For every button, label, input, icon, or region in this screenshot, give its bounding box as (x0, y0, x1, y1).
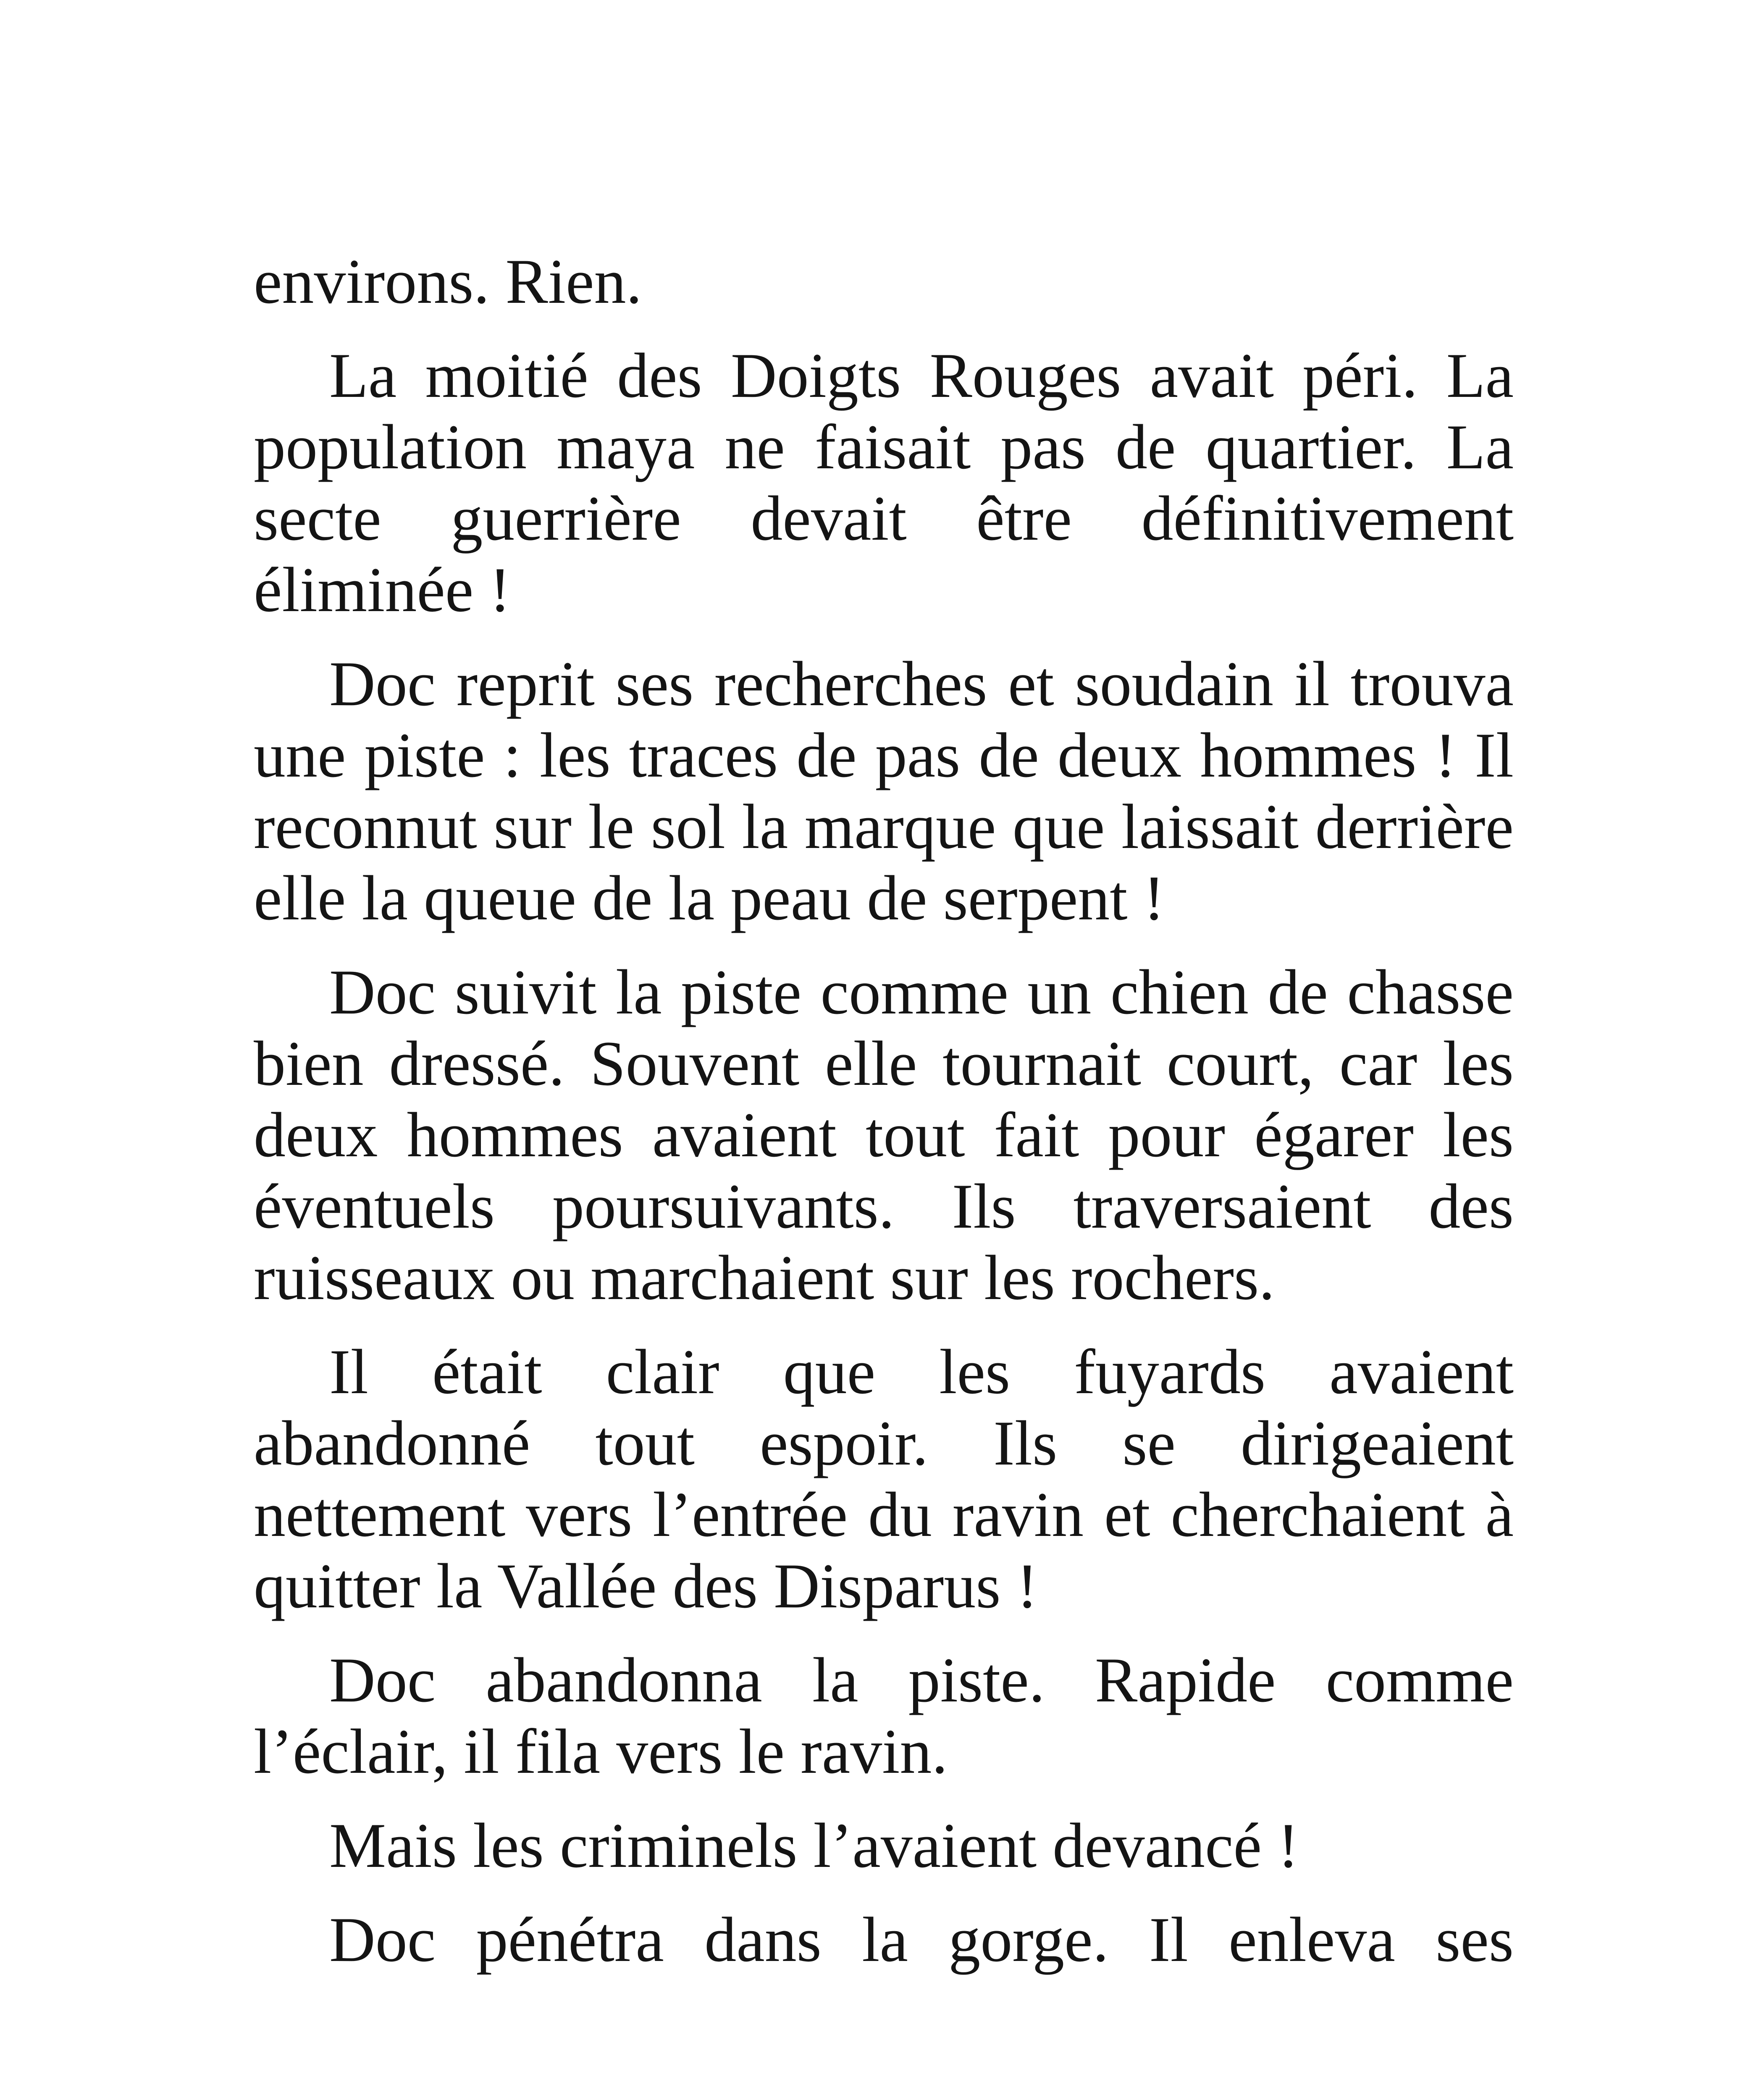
body-text (254, 246, 1514, 1998)
paragraph-last: Doc pénétra dans la gorge. Il enleva ses (329, 1904, 1514, 1975)
paragraph: La moitié des Doigts Rouges avait péri. La population maya ne faisait pas de quartier. La secte guerrière devait être définitivement éliminée ! (254, 340, 1514, 625)
paragraph-continuation: environs. Rien. (254, 246, 642, 317)
paragraph: Doc reprit ses recherches et soudain il trouva une piste : les traces de pas de deux hommes ! Il reconnut sur le sol la marque que laissait derrière elle la queue de la peau de serpent ! (254, 648, 1514, 933)
paragraph: Mais les criminels l’avaient devancé ! (329, 1810, 1299, 1881)
paragraph: Doc suivit la piste comme un chien de chasse bien dressé. Souvent elle tournait court, car les deux hommes avaient tout fait pour égarer les éventuels poursuivants. Ils traversaient des ruisseaux ou marchaient sur les rochers. (254, 957, 1514, 1313)
paragraph: Il était clair que les fuyards avaient abandonné tout espoir. Ils se dirigeaient nettement vers l’entrée du ravin et cherchaient à quitter la Vallée des Disparus ! (254, 1336, 1514, 1621)
paragraph: Doc abandonna la piste. Rapide comme l’éclair, il fila vers le ravin. (254, 1645, 1514, 1787)
